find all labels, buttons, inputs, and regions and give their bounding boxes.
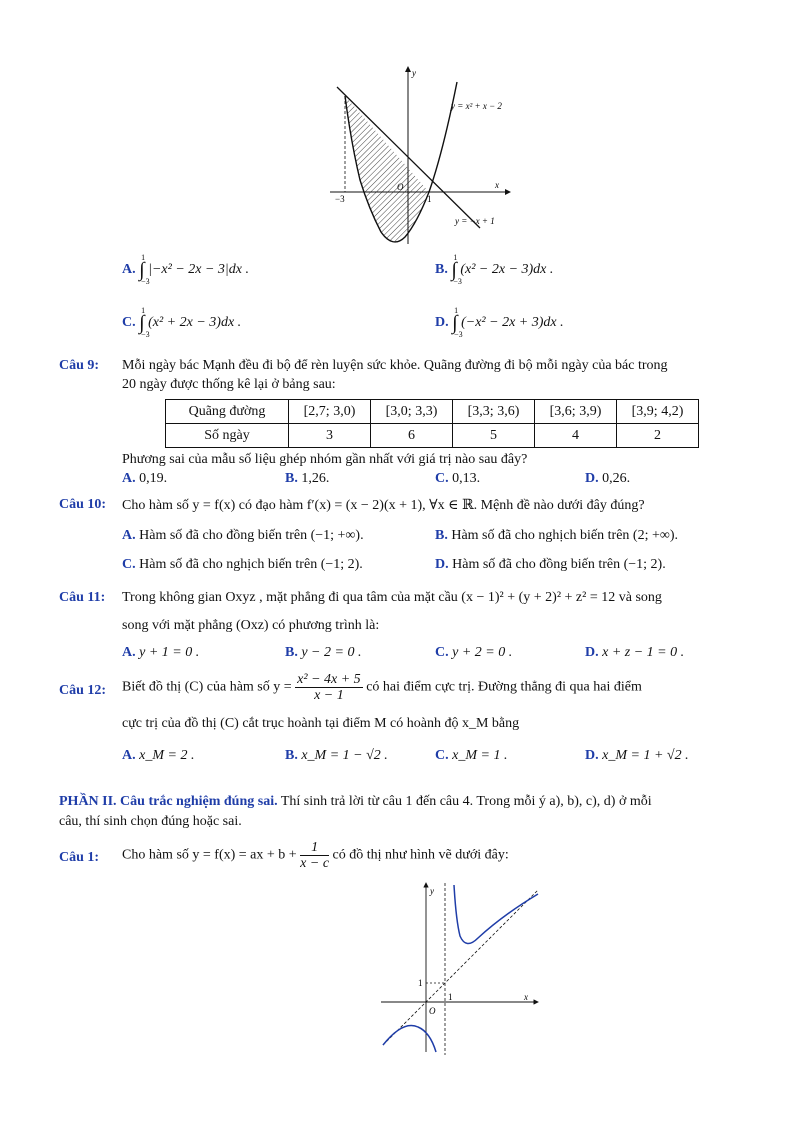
table-header: Quãng đường [166,400,289,424]
q10-option-a[interactable]: A. Hàm số đã cho đồng biến trên (−1; +∞). [122,528,364,543]
figure-1-graph [325,62,535,247]
q10-label: Câu 10: [59,497,107,512]
q10-option-d[interactable]: D. Hàm số đã cho đồng biến trên (−1; 2). [435,557,666,572]
q8-option-c[interactable]: C. ∫ 1 −3 (x² + 2x − 3)dx . [122,306,242,339]
q11-text-line1: Trong không gian Oxyz , mặt phẳng đi qua tâm của mặt cầu (x − 1)² + (y + 2)² + z² = 12 và song [122,590,662,605]
q12-option-d[interactable]: D. x_M = 1 + √2 . [585,748,689,763]
q8-option-b[interactable]: B. ∫ 1 −3 (x² − 2x − 3)dx . [435,253,554,286]
left-branch [383,1025,436,1052]
q12-option-c[interactable]: C. x_M = 1 . [435,748,508,763]
q10-option-c[interactable]: C. Hàm số đã cho nghịch biến trên (−1; 2). [122,557,363,572]
curve1-label: y = x² + x − 2 [451,101,502,111]
tick-1-y: 1 [418,978,423,988]
q11-text-line2: song với mặt phẳng (Oxz) có phương trình là: [122,618,380,633]
q1-text: Cho hàm số y = f(x) = ax + b + $\frac{1}{x - c}$ có đồ thị như hình vẽ dưới đây: [122,840,509,871]
y-axis-label: y [430,886,434,896]
q8-option-d[interactable]: D. ∫ 1 −3 (−x² − 2x + 3)dx . [435,306,564,339]
x-axis-label: x [524,992,528,1002]
y-axis-label: y [412,68,416,78]
table-row: Quãng đường [2,7; 3,0) [3,0; 3,3) [3,3; 3,6) [3,6; 3,9) [3,9; 4,2) [166,400,699,424]
q9-option-d[interactable]: D. 0,26. [585,471,631,486]
q8-option-a[interactable]: A. ∫ 1 −3 |−x² − 2x − 3|dx . [122,253,249,286]
right-branch [454,885,538,944]
origin-label: O [429,1006,436,1016]
curve2-label: y = −x + 1 [455,216,495,226]
q10-option-b[interactable]: B. Hàm số đã cho nghịch biến trên (2; +∞). [435,528,678,543]
q11-label: Câu 11: [59,590,106,605]
q1-label: Câu 1: [59,850,100,865]
q12-option-a[interactable]: A. x_M = 2 . [122,748,195,763]
q9-option-c[interactable]: C. 0,13. [435,471,481,486]
fraction: $\frac{1}{x - c}$ [300,840,330,871]
tick-1: 1 [427,194,432,204]
q9-option-a[interactable]: A. 0,19. [122,471,168,486]
q12-text-line1: Biết đồ thị (C) của hàm số y = $\frac{\text{x² − 4x + 5}}{x - 1}$ có hai điểm cực trị. Đường thẳng đi qua hai điểm [122,672,642,703]
integral-sign: ∫ 1 −3 [139,253,150,286]
tick-neg3: −3 [335,194,345,204]
q12-label: Câu 12: [59,683,107,698]
part2-title: PHẦN II. Câu trắc nghiệm đúng sai. [59,794,278,809]
part2-intro-line1: PHẦN II. Câu trắc nghiệm đúng sai. Thí sinh trả lời từ câu 1 đến câu 4. Trong mỗi ý a), b), c), d) ở mỗi [59,794,652,809]
q11-option-c[interactable]: C. y + 2 = 0 . [435,645,513,660]
q9-question: Phương sai của mẫu số liệu ghép nhóm gần nhất với giá trị nào sau đây? [122,452,528,467]
fraction: $\frac{\text{x² − 4x + 5}}{x - 1}$ [297,672,361,703]
q10-text: Cho hàm số y = f(x) có đạo hàm f′(x) = (x − 2)(x + 1), ∀x ∈ ℝ. Mệnh đề nào dưới đây đúng? [122,498,645,513]
tick-1-x: 1 [448,992,453,1002]
oblique-asymptote [383,890,538,1045]
q11-option-b[interactable]: B. y − 2 = 0 . [285,645,362,660]
integral-sign: ∫ 1 −3 [451,253,462,286]
frequency-table [165,399,699,448]
q12-option-b[interactable]: B. x_M = 1 − √2 . [285,748,388,763]
q11-option-a[interactable]: A. y + 1 = 0 . [122,645,200,660]
integral-sign: ∫ 1 −3 [452,306,463,339]
q9-text-line1: Mỗi ngày bác Mạnh đều đi bộ để rèn luyện sức khỏe. Quãng đường đi bộ mỗi ngày của bác trong [122,358,668,373]
q9-label: Câu 9: [59,358,100,373]
q11-option-d[interactable]: D. x + z − 1 = 0 . [585,645,685,660]
table-header: Số ngày [166,424,289,448]
origin-label: O [397,182,404,192]
q12-text-line2: cực trị của đồ thị (C) cắt trục hoành tại điểm M có hoành độ x_M bằng [122,716,520,731]
part2-intro-line2: câu, thí sinh chọn đúng hoặc sai. [59,814,242,829]
q9-option-b[interactable]: B. 1,26. [285,471,330,486]
figure-2-graph [378,880,543,1055]
table-row: Số ngày 3 6 5 4 2 [166,424,699,448]
q9-text-line2: 20 ngày được thống kê lại ở bảng sau: [122,377,336,392]
x-axis-label: x [495,180,499,190]
integral-sign: ∫ 1 −3 [139,306,150,339]
